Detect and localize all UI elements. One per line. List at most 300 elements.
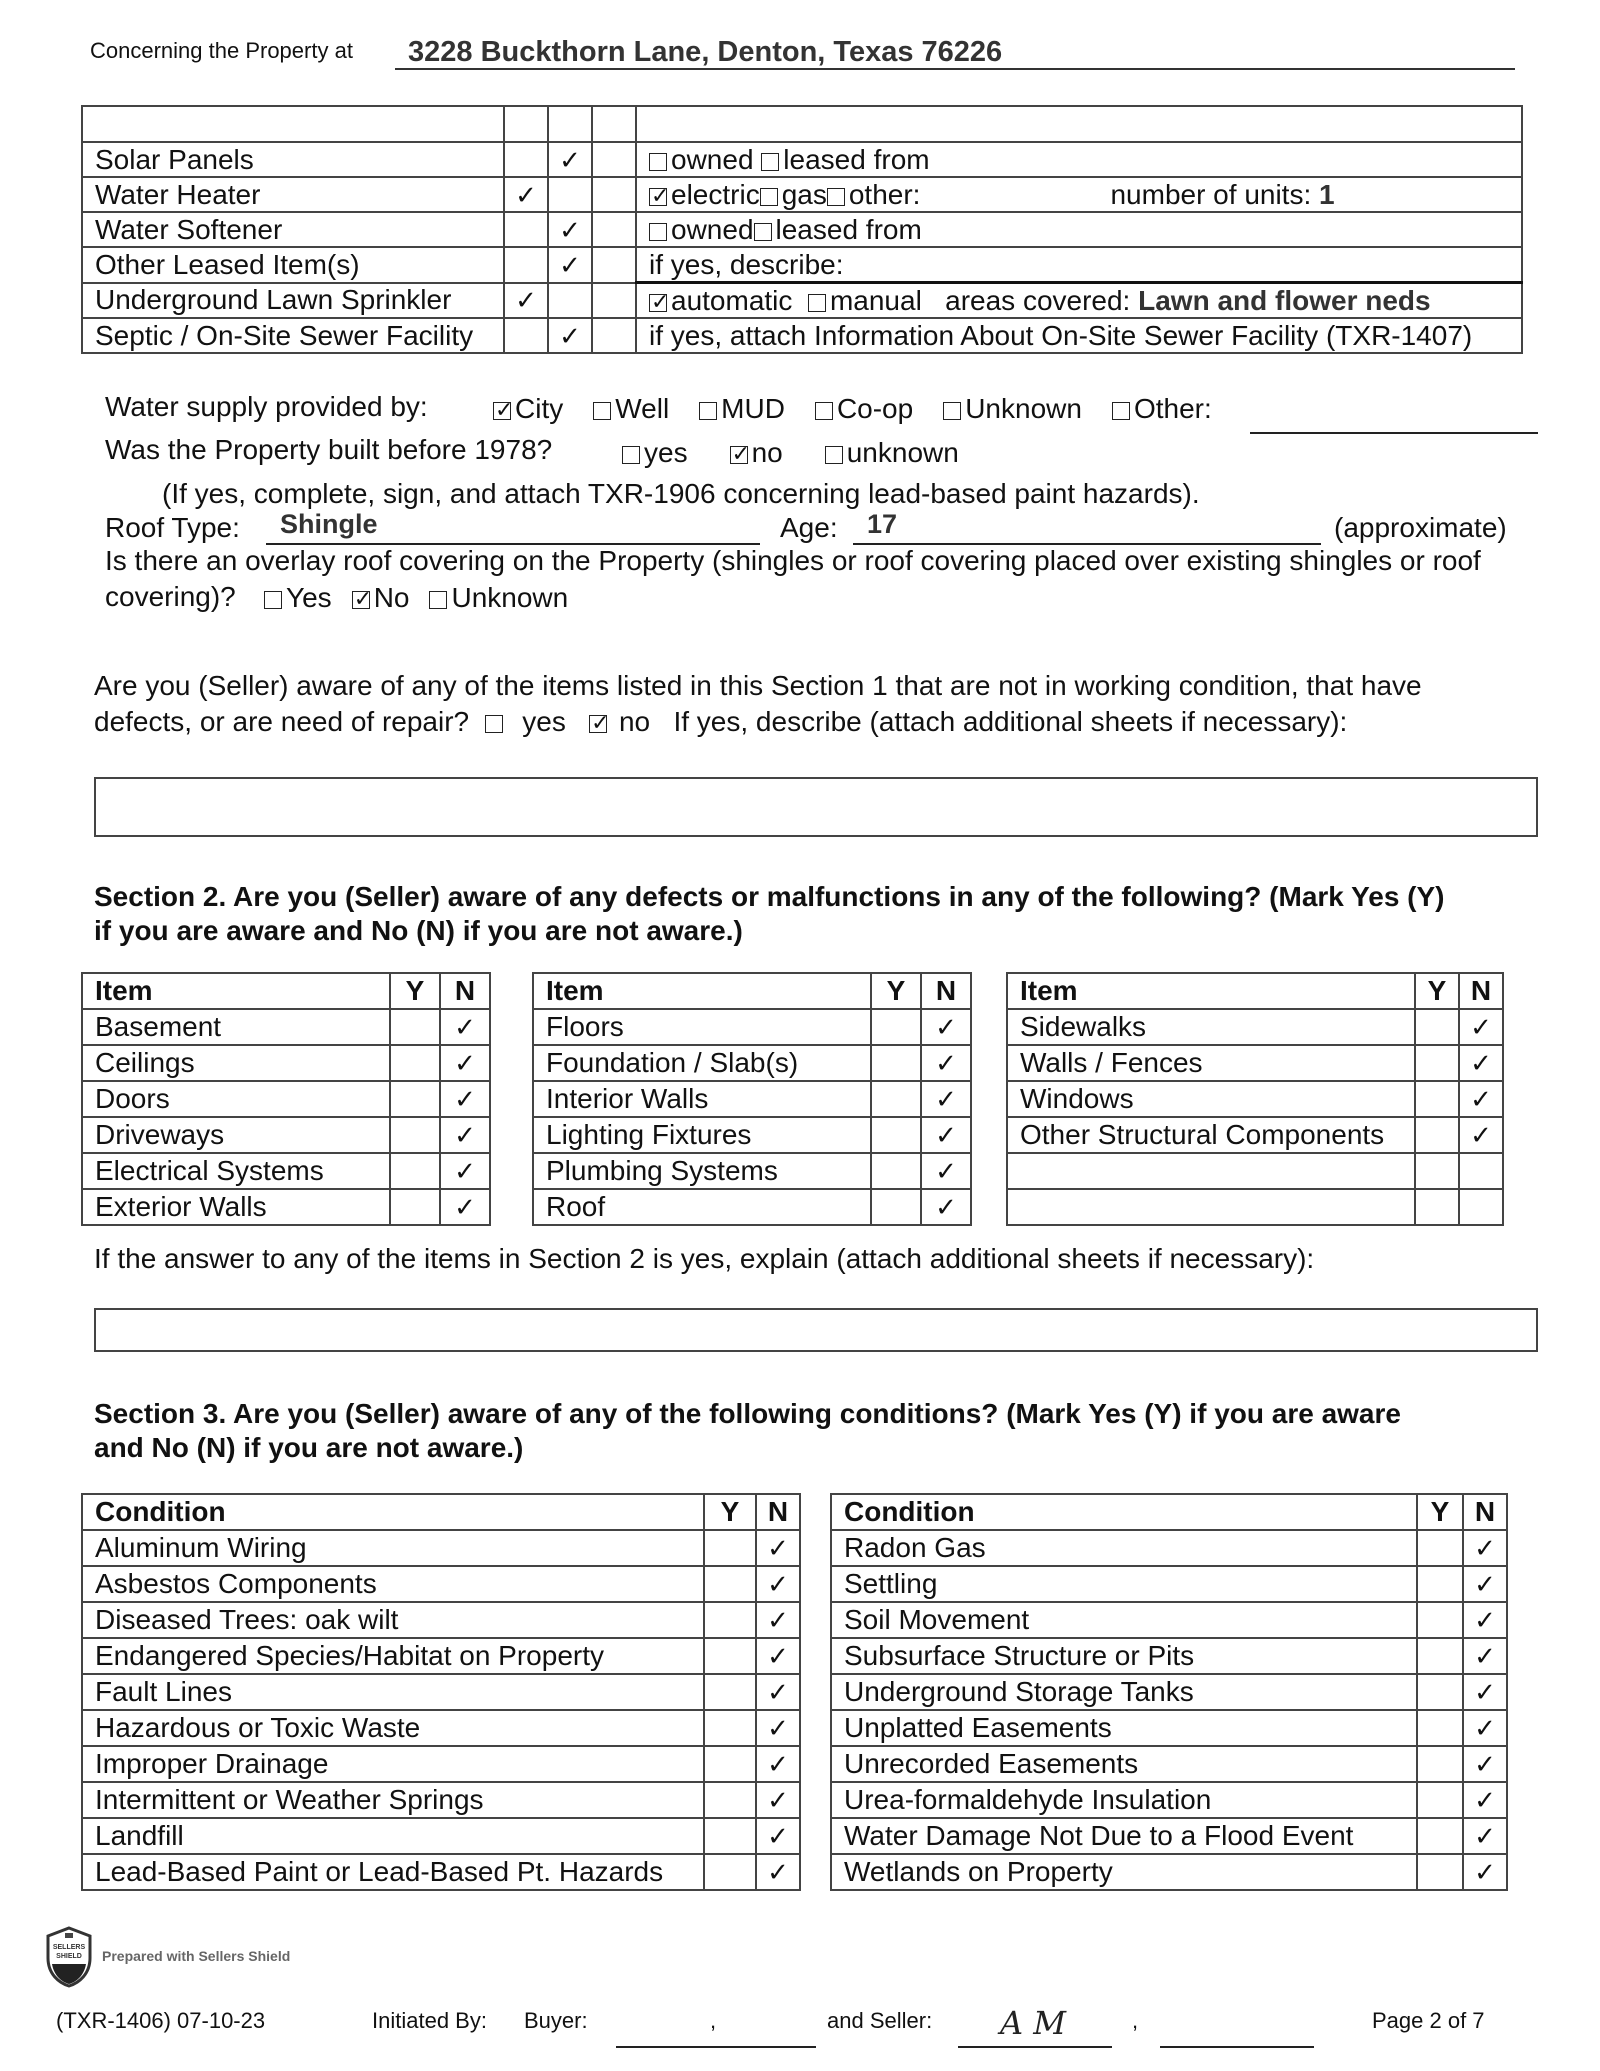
row-y-cell[interactable] xyxy=(1417,1566,1463,1602)
seller-comma: , xyxy=(1132,2008,1139,2033)
option-checkbox[interactable] xyxy=(730,446,748,464)
row-n-cell[interactable] xyxy=(1463,1602,1507,1638)
section1-repair-description-box[interactable] xyxy=(94,777,1538,837)
option-co-op[interactable] xyxy=(815,393,913,424)
seller-label: and Seller: xyxy=(827,2008,933,2033)
row-item-label: Improper Drainage xyxy=(82,1746,704,1782)
detail-text: owned xyxy=(671,143,762,175)
row-y-cell[interactable] xyxy=(390,1153,440,1189)
option-checkbox[interactable] xyxy=(429,591,447,609)
table-row xyxy=(82,1746,800,1782)
seller-initials-field[interactable]: A M xyxy=(1000,2004,1067,2042)
section1-n-cell[interactable] xyxy=(548,212,592,247)
seller-initials-line-1 xyxy=(958,2046,1112,2048)
row-n-cell[interactable] xyxy=(440,1081,490,1117)
section1-row xyxy=(82,177,1522,212)
section1-row xyxy=(82,142,1522,177)
checkmark-icon: ✓ xyxy=(767,1821,789,1851)
option-checkbox[interactable] xyxy=(622,446,640,464)
section1-n-cell[interactable] xyxy=(548,318,592,353)
row-n-cell[interactable] xyxy=(440,1153,490,1189)
option-label: City xyxy=(515,393,564,424)
row-n-cell[interactable] xyxy=(1459,1045,1503,1081)
option-unknown[interactable] xyxy=(825,437,959,468)
row-n-cell[interactable] xyxy=(756,1818,800,1854)
option-label: Co-op xyxy=(836,393,914,424)
table-row xyxy=(82,1854,800,1890)
row-y-cell[interactable] xyxy=(871,1009,921,1045)
form-id: (TXR-1406) 07-10-23 xyxy=(56,2008,266,2033)
row-n-cell[interactable] xyxy=(756,1602,800,1638)
table-row xyxy=(831,1530,1507,1566)
checkmark-icon: ✓ xyxy=(1470,1120,1492,1150)
row-n-cell[interactable] xyxy=(756,1854,800,1890)
section1-aware-no-label: no xyxy=(618,706,651,737)
checkmark-icon: ✓ xyxy=(1474,1857,1496,1887)
checkmark-icon: ✓ xyxy=(767,1569,789,1599)
checkmark-icon: ✓ xyxy=(559,320,581,351)
row-y-cell[interactable] xyxy=(1415,1117,1459,1153)
table-row xyxy=(533,1153,971,1189)
checkmark-icon: ✓ xyxy=(1470,1012,1492,1042)
option-checkbox[interactable] xyxy=(815,402,833,420)
row-item-label: Interior Walls xyxy=(533,1081,871,1117)
row-y-cell[interactable] xyxy=(704,1566,756,1602)
row-item-label: Underground Storage Tanks xyxy=(831,1674,1417,1710)
row-n-cell[interactable] xyxy=(440,1009,490,1045)
row-item-label: Landfill xyxy=(82,1818,704,1854)
detail-text: other: xyxy=(848,178,921,210)
section1-item-label: Other Leased Item(s) xyxy=(82,247,504,283)
row-y-cell[interactable] xyxy=(871,1189,921,1225)
option-checkbox[interactable] xyxy=(493,402,511,420)
option-label: No xyxy=(373,582,410,613)
table-row xyxy=(533,1009,971,1045)
row-y-cell[interactable] xyxy=(1415,1009,1459,1045)
option-unknown[interactable] xyxy=(429,582,568,613)
header-y: Y xyxy=(1417,1494,1463,1530)
section1-detail-cell xyxy=(636,177,1522,212)
detail-text: automatic xyxy=(671,284,808,316)
property-address-field[interactable]: 3228 Buckthorn Lane, Denton, Texas 76226 xyxy=(408,36,1003,68)
header-n: N xyxy=(1459,973,1503,1009)
option-checkbox[interactable] xyxy=(593,402,611,420)
row-item-label: Unplatted Easements xyxy=(831,1710,1417,1746)
detail-text: leased from xyxy=(783,143,930,175)
row-y-cell[interactable] xyxy=(390,1117,440,1153)
detail-text: manual areas covered: xyxy=(829,284,1139,316)
header-n: N xyxy=(756,1494,800,1530)
row-n-cell[interactable] xyxy=(440,1189,490,1225)
detail-checkbox[interactable] xyxy=(754,223,772,241)
row-item-label: Settling xyxy=(831,1566,1417,1602)
option-label: unknown xyxy=(846,437,959,468)
section1-item-label: Underground Lawn Sprinkler xyxy=(82,283,504,319)
table-row xyxy=(82,1081,490,1117)
checkmark-icon: ✓ xyxy=(935,1156,957,1186)
option-checkbox[interactable] xyxy=(1112,402,1130,420)
checkmark-icon: ✓ xyxy=(767,1533,789,1563)
row-item-label: Aluminum Wiring xyxy=(82,1530,704,1566)
row-n-cell[interactable] xyxy=(756,1674,800,1710)
row-y-cell[interactable] xyxy=(704,1710,756,1746)
row-item-label: Intermittent or Weather Springs xyxy=(82,1782,704,1818)
row-n-cell[interactable] xyxy=(1463,1638,1507,1674)
section1-n-cell[interactable] xyxy=(548,177,592,212)
row-y-cell[interactable] xyxy=(1415,1189,1459,1225)
section1-header-row xyxy=(82,106,1522,142)
checkmark-icon: ✓ xyxy=(1474,1749,1496,1779)
section1-row xyxy=(82,212,1522,247)
row-n-cell[interactable] xyxy=(1459,1153,1503,1189)
row-y-cell[interactable] xyxy=(1417,1746,1463,1782)
row-y-cell[interactable] xyxy=(704,1782,756,1818)
section1-y-cell[interactable] xyxy=(504,318,548,353)
row-n-cell[interactable] xyxy=(921,1153,971,1189)
row-y-cell[interactable] xyxy=(1417,1674,1463,1710)
row-y-cell[interactable] xyxy=(1417,1710,1463,1746)
section2-title-line2: if you are aware and No (N) if you are not aware.) xyxy=(94,915,743,946)
row-n-cell[interactable] xyxy=(1463,1782,1507,1818)
row-n-cell[interactable] xyxy=(1463,1530,1507,1566)
row-y-cell[interactable] xyxy=(704,1746,756,1782)
row-item-label: Soil Movement xyxy=(831,1602,1417,1638)
table-row xyxy=(82,1782,800,1818)
row-item-label: Doors xyxy=(82,1081,390,1117)
header-y: Y xyxy=(390,973,440,1009)
section2-table-1 xyxy=(81,972,491,1226)
option-label: no xyxy=(751,437,783,468)
row-item-label: Sidewalks xyxy=(1007,1009,1415,1045)
detail-checkbox[interactable] xyxy=(808,294,826,312)
row-item-label: Urea-formaldehyde Insulation xyxy=(831,1782,1417,1818)
section1-u-cell[interactable] xyxy=(592,177,636,212)
option-checkbox[interactable] xyxy=(825,446,843,464)
table-row xyxy=(831,1566,1507,1602)
section1-item-label: Water Softener xyxy=(82,212,504,247)
row-y-cell[interactable] xyxy=(871,1153,921,1189)
row-n-cell[interactable] xyxy=(1463,1710,1507,1746)
row-y-cell[interactable] xyxy=(1417,1782,1463,1818)
row-y-cell[interactable] xyxy=(871,1117,921,1153)
detail-text: owned xyxy=(671,213,754,245)
row-item-label: Walls / Fences xyxy=(1007,1045,1415,1081)
section3-title-line2: and No (N) if you are not aware.) xyxy=(94,1432,524,1463)
row-item-label: Unrecorded Easements xyxy=(831,1746,1417,1782)
section1-n-cell[interactable] xyxy=(548,283,592,319)
overlay-question-line1: Is there an overlay roof covering on the Property (shingles or roof covering placed over existing shingles or roof xyxy=(105,545,1481,576)
row-item-label: Hazardous or Toxic Waste xyxy=(82,1710,704,1746)
table-row xyxy=(82,1117,490,1153)
checkmark-icon: ✓ xyxy=(1470,1084,1492,1114)
row-y-cell[interactable] xyxy=(390,1045,440,1081)
section1-detail-cell xyxy=(636,247,1522,283)
row-n-cell[interactable] xyxy=(1459,1009,1503,1045)
row-n-cell[interactable] xyxy=(756,1710,800,1746)
table-header-row xyxy=(533,973,971,1009)
section1-aware-suffix: If yes, describe (attach additional sheets if necessary): xyxy=(673,706,1348,737)
table-row xyxy=(831,1602,1507,1638)
row-y-cell[interactable] xyxy=(390,1081,440,1117)
row-n-cell[interactable] xyxy=(1459,1189,1503,1225)
row-y-cell[interactable] xyxy=(704,1530,756,1566)
option-checkbox[interactable] xyxy=(352,591,370,609)
option-yes[interactable] xyxy=(622,437,688,468)
row-y-cell[interactable] xyxy=(1417,1854,1463,1890)
detail-text: if yes, attach Information About On-Site Sewer Facility (TXR-1407) xyxy=(649,319,1473,351)
option-other[interactable] xyxy=(1112,393,1212,424)
detail-checkbox[interactable] xyxy=(761,153,779,171)
row-n-cell[interactable] xyxy=(921,1009,971,1045)
table-header-row xyxy=(1007,973,1503,1009)
row-n-cell[interactable] xyxy=(1463,1746,1507,1782)
detail-checkbox[interactable] xyxy=(649,153,667,171)
overlay-question-line2: covering)? xyxy=(105,581,236,612)
row-item-label: Lighting Fixtures xyxy=(533,1117,871,1153)
roof-type-field[interactable]: Shingle xyxy=(280,509,378,539)
logo-badge-line2: SHIELD xyxy=(56,1953,82,1960)
detail-checkbox[interactable] xyxy=(760,188,778,206)
detail-filled-value[interactable]: 1 xyxy=(1319,178,1335,210)
table-row xyxy=(831,1818,1507,1854)
checkmark-icon: ✓ xyxy=(935,1084,957,1114)
row-y-cell[interactable] xyxy=(390,1189,440,1225)
section2-explanation-box[interactable] xyxy=(94,1308,1538,1352)
table-row xyxy=(1007,1189,1503,1225)
checkmark-icon: ✓ xyxy=(1470,1048,1492,1078)
section1-y-cell[interactable] xyxy=(504,177,548,212)
section1-u-cell[interactable] xyxy=(592,283,636,319)
row-y-cell[interactable] xyxy=(1417,1530,1463,1566)
option-unknown[interactable] xyxy=(943,393,1082,424)
table-row xyxy=(1007,1153,1503,1189)
table-row xyxy=(533,1045,971,1081)
row-y-cell[interactable] xyxy=(704,1818,756,1854)
header-y: Y xyxy=(1415,973,1459,1009)
table-row xyxy=(831,1854,1507,1890)
header-y: Y xyxy=(871,973,921,1009)
overlay-options xyxy=(264,582,588,614)
row-n-cell[interactable] xyxy=(921,1117,971,1153)
detail-checkbox[interactable] xyxy=(649,223,667,241)
detail-checkbox[interactable] xyxy=(649,188,667,206)
row-y-cell[interactable] xyxy=(1415,1081,1459,1117)
row-n-cell[interactable] xyxy=(440,1045,490,1081)
section1-aware-no-checkbox[interactable] xyxy=(589,715,607,733)
table-row xyxy=(1007,1117,1503,1153)
property-label: Concerning the Property at xyxy=(90,38,353,63)
table-row xyxy=(82,1045,490,1081)
roof-age-label: Age: xyxy=(780,512,838,543)
buyer-label: Buyer: xyxy=(524,2008,588,2033)
row-y-cell[interactable] xyxy=(1415,1153,1459,1189)
detail-checkbox[interactable] xyxy=(649,294,667,312)
row-n-cell[interactable] xyxy=(756,1746,800,1782)
option-city[interactable] xyxy=(493,393,563,424)
row-n-cell[interactable] xyxy=(756,1638,800,1674)
row-n-cell[interactable] xyxy=(921,1045,971,1081)
row-n-cell[interactable] xyxy=(1463,1674,1507,1710)
checkmark-icon: ✓ xyxy=(1474,1533,1496,1563)
row-y-cell[interactable] xyxy=(1415,1045,1459,1081)
row-item-label: Radon Gas xyxy=(831,1530,1417,1566)
built-before-1978-options xyxy=(622,437,1001,469)
row-item-label: Wetlands on Property xyxy=(831,1854,1417,1890)
row-n-cell[interactable] xyxy=(1463,1818,1507,1854)
row-item-label: Lead-Based Paint or Lead-Based Pt. Hazards xyxy=(82,1854,704,1890)
water-other-line[interactable] xyxy=(1250,432,1538,434)
option-label: Well xyxy=(615,393,670,424)
table-row xyxy=(82,1566,800,1602)
option-checkbox[interactable] xyxy=(943,402,961,420)
row-item-label: Endangered Species/Habitat on Property xyxy=(82,1638,704,1674)
table-row xyxy=(831,1746,1507,1782)
row-item-label: Ceilings xyxy=(82,1045,390,1081)
option-no[interactable] xyxy=(352,582,410,613)
section1-detail-cell xyxy=(636,142,1522,177)
row-n-cell[interactable] xyxy=(921,1081,971,1117)
row-n-cell[interactable] xyxy=(440,1117,490,1153)
row-item-label: Asbestos Components xyxy=(82,1566,704,1602)
row-item-label: Fault Lines xyxy=(82,1674,704,1710)
section1-n-cell[interactable] xyxy=(548,247,592,283)
section1-u-cell[interactable] xyxy=(592,212,636,247)
table-row xyxy=(82,1189,490,1225)
header-item: Item xyxy=(1007,973,1415,1009)
sellers-shield-logo-icon xyxy=(44,1926,94,1988)
table-row xyxy=(1007,1081,1503,1117)
row-y-cell[interactable] xyxy=(1417,1602,1463,1638)
section1-y-cell[interactable] xyxy=(504,247,548,283)
checkmark-icon: ✓ xyxy=(767,1605,789,1635)
header-n: N xyxy=(440,973,490,1009)
header-cell-n xyxy=(548,106,592,142)
table-row xyxy=(82,1818,800,1854)
checkmark-icon: ✓ xyxy=(454,1048,476,1078)
section1-items-table xyxy=(81,105,1523,354)
prepared-with-text: Prepared with Sellers Shield xyxy=(102,1948,291,1964)
checkmark-icon: ✓ xyxy=(1474,1713,1496,1743)
buyer-comma: , xyxy=(710,2008,717,2033)
row-n-cell[interactable] xyxy=(756,1530,800,1566)
option-label: Unknown xyxy=(451,582,569,613)
header-n: N xyxy=(1463,1494,1507,1530)
section1-aware-yes-label: yes xyxy=(522,706,566,737)
checkmark-icon: ✓ xyxy=(767,1677,789,1707)
row-item-label: Foundation / Slab(s) xyxy=(533,1045,871,1081)
checkmark-icon: ✓ xyxy=(454,1120,476,1150)
checkmark-icon: ✓ xyxy=(1474,1641,1496,1671)
row-n-cell[interactable] xyxy=(1459,1081,1503,1117)
section1-y-cell[interactable] xyxy=(504,142,548,177)
section1-row xyxy=(82,318,1522,353)
row-y-cell[interactable] xyxy=(704,1854,756,1890)
seller-initials-field-2[interactable] xyxy=(1160,2046,1314,2048)
table-row xyxy=(1007,1009,1503,1045)
checkmark-icon: ✓ xyxy=(559,144,581,175)
section1-row xyxy=(82,283,1522,319)
section1-u-cell[interactable] xyxy=(592,142,636,177)
detail-text: leased from xyxy=(775,213,922,245)
option-yes[interactable] xyxy=(264,582,332,613)
section1-u-cell[interactable] xyxy=(592,247,636,283)
header-y: Y xyxy=(704,1494,756,1530)
row-y-cell[interactable] xyxy=(1417,1818,1463,1854)
checkmark-icon: ✓ xyxy=(559,249,581,280)
table-row xyxy=(82,1674,800,1710)
roof-age-field[interactable]: 17 xyxy=(867,509,898,539)
row-y-cell[interactable] xyxy=(1417,1638,1463,1674)
checkmark-icon: ✓ xyxy=(1474,1785,1496,1815)
row-n-cell[interactable] xyxy=(756,1782,800,1818)
row-y-cell[interactable] xyxy=(390,1009,440,1045)
row-item-label: Electrical Systems xyxy=(82,1153,390,1189)
section1-u-cell[interactable] xyxy=(592,318,636,353)
section1-y-cell[interactable] xyxy=(504,283,548,319)
option-label: yes xyxy=(644,437,688,468)
row-y-cell[interactable] xyxy=(704,1602,756,1638)
header-cell-y xyxy=(504,106,548,142)
checkmark-icon: ✓ xyxy=(1474,1821,1496,1851)
table-row xyxy=(82,1638,800,1674)
section1-item-label: Septic / On-Site Sewer Facility xyxy=(82,318,504,353)
section3-title-line1: Section 3. Are you (Seller) aware of any of the following conditions? (Mark Yes (Y) if you are aware xyxy=(94,1398,1401,1429)
option-well[interactable] xyxy=(593,393,669,424)
detail-text: if yes, describe: xyxy=(649,248,844,280)
row-n-cell[interactable] xyxy=(1463,1566,1507,1602)
checkmark-icon: ✓ xyxy=(454,1156,476,1186)
row-n-cell[interactable] xyxy=(921,1189,971,1225)
header-item: Item xyxy=(533,973,871,1009)
row-item-label: Windows xyxy=(1007,1081,1415,1117)
checkmark-icon: ✓ xyxy=(559,214,581,245)
detail-checkbox[interactable] xyxy=(827,188,845,206)
row-item-label: Floors xyxy=(533,1009,871,1045)
roof-type-label: Roof Type: xyxy=(105,512,240,543)
option-label: Yes xyxy=(286,582,332,613)
detail-filled-value[interactable]: Lawn and flower neds xyxy=(1138,284,1431,316)
row-y-cell[interactable] xyxy=(871,1045,921,1081)
checkmark-icon: ✓ xyxy=(767,1857,789,1887)
table-row xyxy=(831,1674,1507,1710)
option-checkbox[interactable] xyxy=(699,402,717,420)
header-cell-item xyxy=(82,106,504,142)
row-n-cell[interactable] xyxy=(1459,1117,1503,1153)
section1-aware-line1: Are you (Seller) aware of any of the items listed in this Section 1 that are not in working condition, that have xyxy=(94,670,1422,701)
buyer-initials-field[interactable] xyxy=(616,2046,816,2048)
row-y-cell[interactable] xyxy=(704,1638,756,1674)
option-checkbox[interactable] xyxy=(264,591,282,609)
row-n-cell[interactable] xyxy=(1463,1854,1507,1890)
section1-aware-yes-checkbox[interactable] xyxy=(485,715,503,733)
row-item-label: Subsurface Structure or Pits xyxy=(831,1638,1417,1674)
section1-n-cell[interactable] xyxy=(548,142,592,177)
section1-y-cell[interactable] xyxy=(504,212,548,247)
checkmark-icon: ✓ xyxy=(1474,1605,1496,1635)
option-mud[interactable] xyxy=(699,393,785,424)
checkmark-icon: ✓ xyxy=(767,1749,789,1779)
table-row xyxy=(1007,1045,1503,1081)
option-no[interactable] xyxy=(730,437,783,468)
row-n-cell[interactable] xyxy=(756,1566,800,1602)
row-y-cell[interactable] xyxy=(871,1081,921,1117)
row-item-label: Water Damage Not Due to a Flood Event xyxy=(831,1818,1417,1854)
section1-detail-cell xyxy=(636,283,1522,319)
checkmark-icon: ✓ xyxy=(1474,1677,1496,1707)
row-y-cell[interactable] xyxy=(704,1674,756,1710)
checkmark-icon: ✓ xyxy=(935,1120,957,1150)
logo-badge-line1: SELLERS xyxy=(52,1944,86,1951)
